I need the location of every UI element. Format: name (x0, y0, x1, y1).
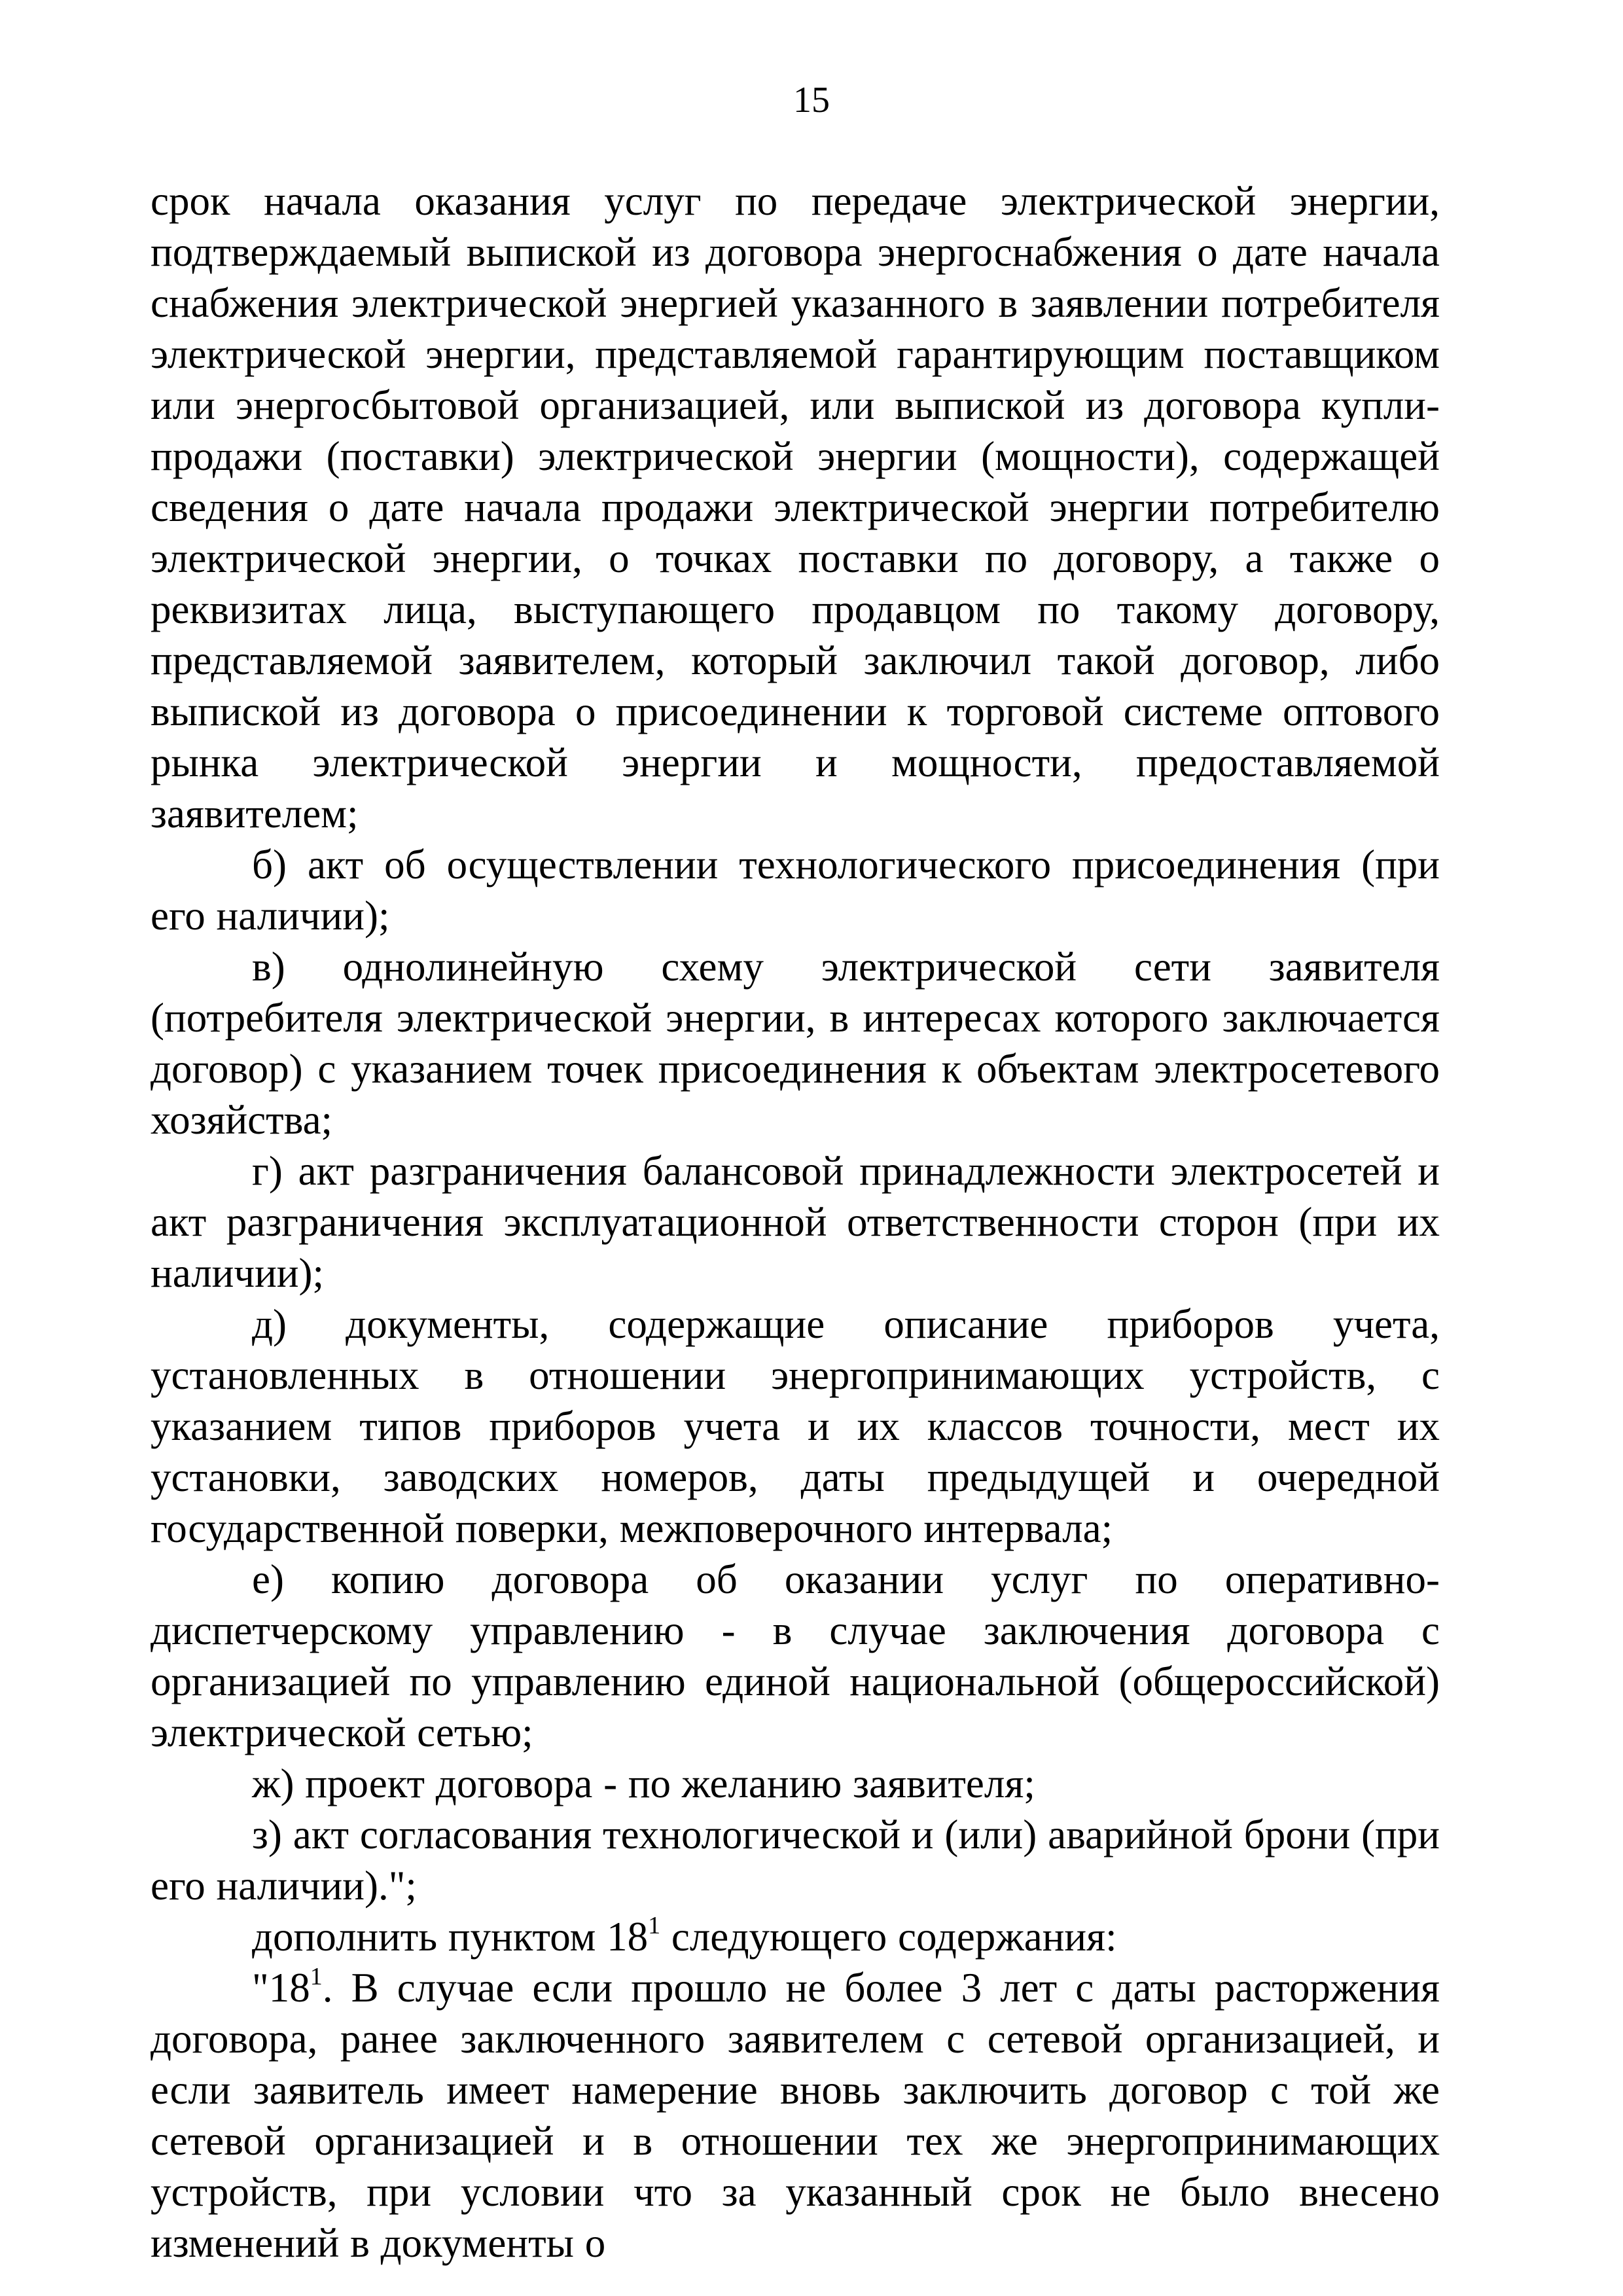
amendment-intro-text: дополнить пунктом 18 (252, 1914, 649, 1960)
amendment-intro-superscript: 1 (648, 1912, 661, 1939)
list-item-b: б) акт об осуществлении технологического присоединения (при его наличии); (151, 842, 1440, 939)
list-item-e: е) копию договора об оказании услуг по оперативно-диспетчерскому управлению - в случае заключения договора с организацией по управлению единой национальной (общероссийской) электрической сетью; (151, 1556, 1440, 1755)
list-item-g: г) акт разграничения балансовой принадлежности электросетей и акт разграничения эксплуатационной ответственности сторон (при их наличии); (151, 1148, 1440, 1296)
list-item-zh: ж) проект договора - по желанию заявителя; (252, 1761, 1035, 1806)
amendment-clause-number: "18 (252, 1965, 310, 2011)
amendment-intro-tail: следующего содержания: (660, 1914, 1117, 1960)
list-item-v: в) однолинейную схему электрической сети заявителя (потребителя электрической энергии, в интересах которого заключается договор) с указанием точек присоединения к объектам электросетевого хозяйства; (151, 944, 1440, 1143)
paragraph-continuation: срок начала оказания услуг по передаче электрической энергии, подтверждаемый выпиской из договора энергоснабжения о дате начала снабжения электрической энергией указанного в заявлении потребителя электрической энергии, представляемой гарантирующим поставщиком или энергосбытовой организацией, или выпиской из договора купли-продажи (поставки) электрической энергии (мощности), содержащей сведения о дате начала продажи электрической энергии потребителю электрической энергии, о точках поставки по договору, а также о реквизитах лица, выступающего продавцом по такому договору, представляемой заявителем, который заключил такой договор, либо выпиской из договора о присоединении к торговой системе оптового рынка электрической энергии и мощности, предоставляемой заявителем; (151, 178, 1440, 836)
amendment-clause (151, 1962, 1440, 2269)
list-item-d: д) документы, содержащие описание приборов учета, установленных в отношении энергопринимающих устройств, с указанием типов приборов учета и их классов точности, мест их установки, заводских номеров, даты предыдущей и очередной государственной поверки, межповерочного интервала; (151, 1301, 1440, 1551)
document-body (151, 175, 1440, 2269)
page-number: 15 (793, 80, 830, 120)
amendment-clause-text: . В случае если прошло не более 3 лет с даты расторжения договора, ранее заключенного заявителем с сетевой организацией, и если заявитель имеет намерение вновь заключить договор с той же сетевой организацией и в отношении тех же энергопринимающих устройств, при условии что за указанный срок не было внесено изменений в документы о (151, 1965, 1440, 2266)
amendment-clause-superscript: 1 (310, 1963, 323, 1990)
list-item-z: з) акт согласования технологической и (или) аварийной брони (при его наличии)."; (151, 1812, 1440, 1909)
amendment-intro (151, 1911, 1440, 1962)
